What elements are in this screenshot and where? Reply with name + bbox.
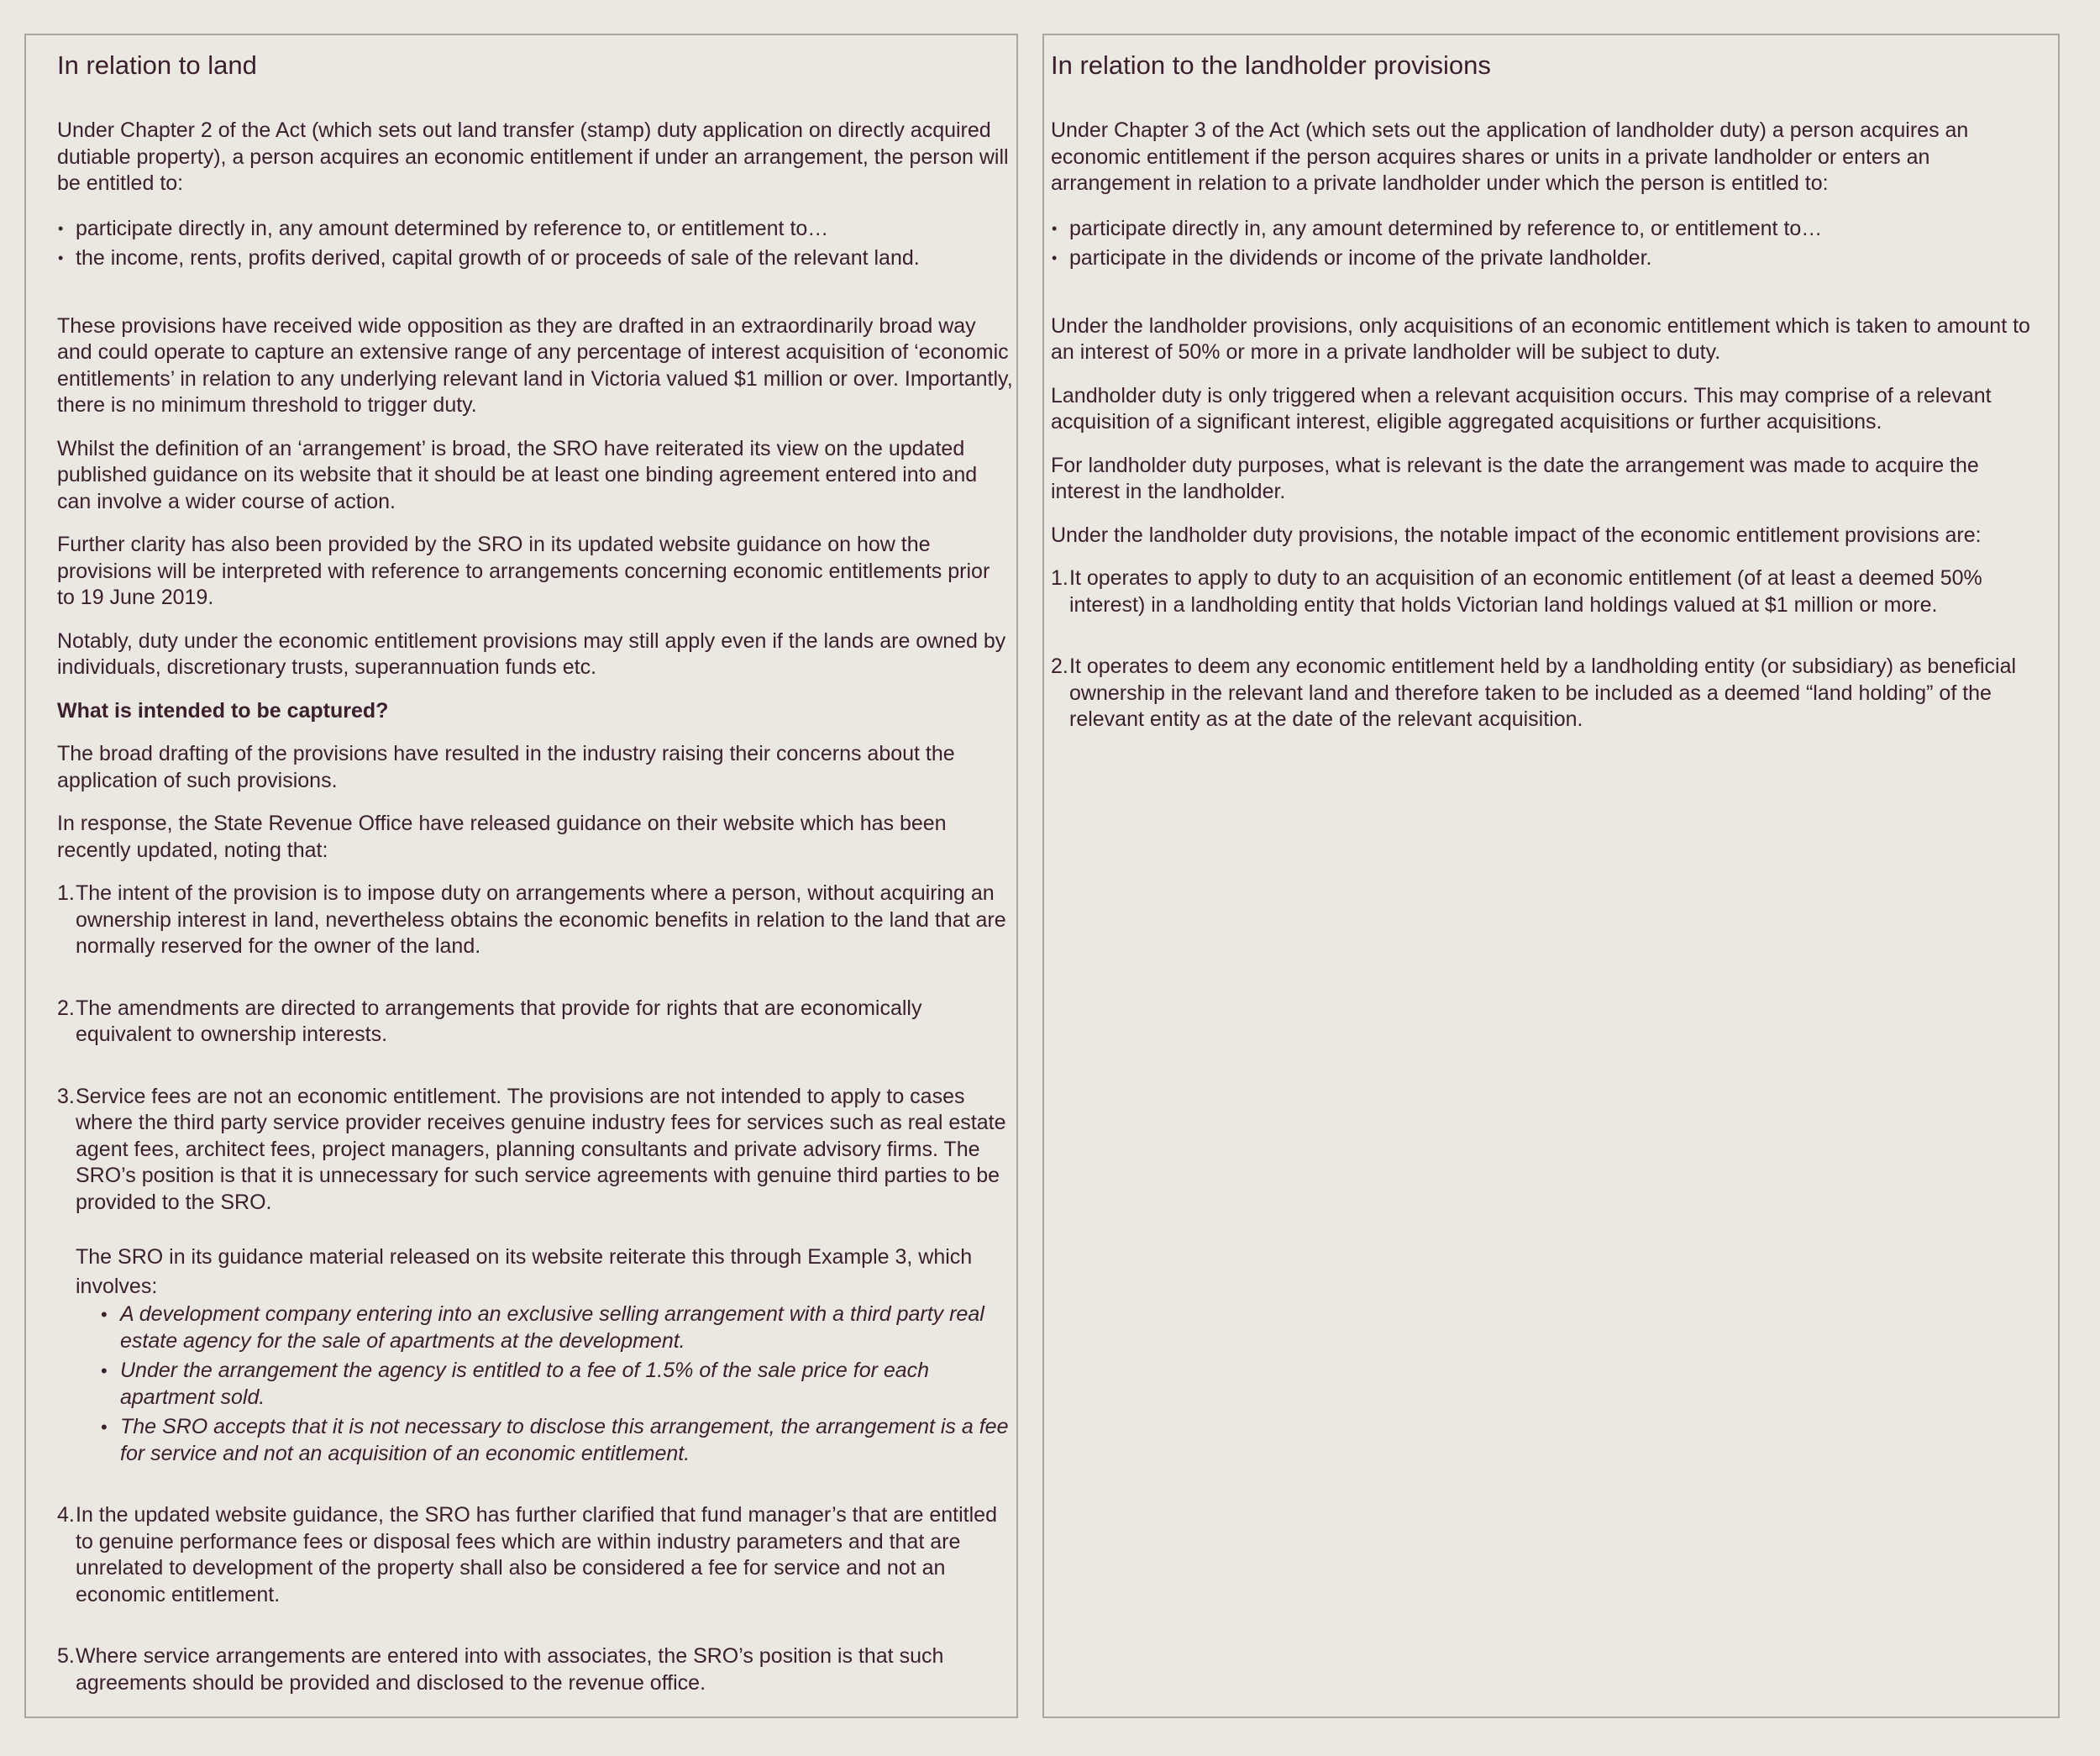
- entitlement-bullet-list: [57, 214, 1013, 273]
- bullet-item: • participate directly in, any amount determined by reference to, or entitlement to…: [57, 214, 1013, 244]
- panel-content: [57, 49, 1013, 1696]
- item-text: Where service arrangements are entered into with associates, the SRO’s position is that such agreements should be provided and disclosed to the revenue office.: [76, 1644, 944, 1695]
- paragraph: Further clarity has also been provided by the SRO in its updated website guidance on how the provisions will be interpreted with reference to arrangements concerning economic entitlements prior to 19 June 2019.: [57, 533, 990, 609]
- paragraph: Under the landholder duty provisions, the notable impact of the economic entitlement provisions are:: [1051, 523, 1982, 547]
- item-text: It operates to deem any economic entitlement held by a landholding entity (or subsidiary) as beneficial ownership in the relevant land and therefore taken to be included as a deemed “land holding” of the relevant entity as at the date of the relevant acquisition.: [1069, 655, 2017, 731]
- numbered-item: [57, 1084, 1013, 1468]
- numbered-item: [1051, 654, 2043, 733]
- paragraph: Under the landholder provisions, only acquisitions of an economic entitlement which is taken to amount to an interest of 50% or more in a private landholder will be subject to duty.: [1051, 313, 2030, 364]
- item-text: In the updated website guidance, the SRO has further clarified that fund manager’s that are entitled to genuine performance fees or disposal fees which are within industry parameters and that are unrelated to development of the property shall also be considered a fee for service and not an economic entitlement.: [76, 1503, 997, 1606]
- intro-paragraph: Under Chapter 2 of the Act (which sets out land transfer (stamp) duty application on directly acquired dutiable property), a person acquires an economic entitlement if under an arrangement, the person will be entitled to:: [57, 118, 1009, 195]
- numbered-item: [57, 1502, 1013, 1608]
- paragraph: These provisions have received wide opposition as they are drafted in an extraordinarily broad way and could operate to capture an extensive range of any percentage of interest acquisition of ‘economic entitlements’ in relation to any underlying relevant land in Victoria valued $1 million or over. Importantly, there is no minimum threshold to trigger duty.: [57, 313, 1013, 417]
- entitlement-bullet-list: [1051, 214, 2043, 273]
- guidance-numbered-list: [57, 881, 1013, 1696]
- bullet-item: • participate in the dividends or income of the private landholder.: [1051, 244, 2043, 273]
- item-number: 4.: [57, 1503, 75, 1527]
- paragraph: Whilst the definition of an ‘arrangement’ is broad, the SRO have reiterated its view on the updated published guidance on its website that it should be at least one binding agreement entered into and can involve a wider course of action.: [57, 436, 978, 513]
- numbered-item: [57, 996, 1013, 1049]
- item-number: 2.: [57, 996, 75, 1020]
- numbered-item: [57, 1643, 1013, 1696]
- example-bullet: • A development company entering into an exclusive selling arrangement with a third party real estate agency for the sale of apartments at the development.: [76, 1301, 1013, 1354]
- item-number: 1.: [1051, 566, 1068, 590]
- section-title: In relation to the landholder provisions: [1051, 50, 1491, 80]
- item-text: The amendments are directed to arrangements that provide for rights that are economically equivalent to ownership interests.: [76, 996, 922, 1046]
- item-text: The intent of the provision is to impose duty on arrangements where a person, without acquiring an ownership interest in land, nevertheless obtains the economic benefits in relation to the land that are normally reserved for the owner of the land.: [76, 881, 1006, 958]
- numbered-item: [1051, 565, 2043, 618]
- panel-in-relation-to-land: [24, 34, 1018, 1718]
- section-title: In relation to land: [57, 50, 257, 80]
- numbered-item: [57, 881, 1013, 960]
- bullet-item: • participate directly in, any amount determined by reference to, or entitlement to…: [1051, 214, 2043, 244]
- item-text: It operates to apply to duty to an acquisition of an economic entitlement (of at least a deemed 50% interest) in a landholding entity that holds Victorian land holdings valued at $1 million or more.: [1069, 566, 1982, 617]
- impact-numbered-list: [1051, 565, 2043, 733]
- example-intro: The SRO in its guidance material released on its website reiterate this through Example 3, which involves:: [76, 1245, 973, 1298]
- bullet-item: • the income, rents, profits derived, capital growth of or proceeds of sale of the relevant land.: [57, 244, 1013, 273]
- item-number: 5.: [57, 1644, 75, 1668]
- subheading: What is intended to be captured?: [57, 698, 389, 723]
- item-text: Service fees are not an economic entitlement. The provisions are not intended to apply to cases where the third party service provider receives genuine industry fees for services such as real estate agent fees, architect fees, project managers, planning consultants and private advisory firms. The SRO’s position is that it is unnecessary for such service agreements with genuine third parties to be provided to the SRO.: [76, 1084, 1006, 1214]
- example-bullet: • Under the arrangement the agency is entitled to a fee of 1.5% of the sale price for each apartment sold.: [76, 1358, 1013, 1411]
- paragraph: Notably, duty under the economic entitlement provisions may still apply even if the lands are owned by individuals, discretionary trusts, superannuation funds etc.: [57, 628, 1006, 679]
- example-bullet: • The SRO accepts that it is not necessary to disclose this arrangement, the arrangement is a fee for service and not an acquisition of an economic entitlement.: [76, 1414, 1013, 1467]
- example-bullet-list: [76, 1301, 1013, 1467]
- item-number: 1.: [57, 881, 75, 905]
- paragraph: For landholder duty purposes, what is relevant is the date the arrangement was made to acquire the interest in the landholder.: [1051, 453, 1979, 503]
- panel-content: [1051, 49, 2043, 733]
- paragraph: The broad drafting of the provisions have resulted in the industry raising their concerns about the application of such provisions.: [57, 742, 955, 792]
- paragraph: Landholder duty is only triggered when a relevant acquisition occurs. This may comprise of a relevant acquisition of a significant interest, eligible aggregated acquisitions or further acquisitions.: [1051, 383, 1992, 434]
- panel-landholder-provisions: [1042, 34, 2060, 1718]
- item-number: 3.: [57, 1084, 75, 1108]
- item-number: 2.: [1051, 655, 1068, 678]
- intro-paragraph: Under Chapter 3 of the Act (which sets out the application of landholder duty) a person acquires an economic entitlement if the person acquires shares or units in a private landholder or enters an arrangement in relation to a private landholder under which the person is entitled to:: [1051, 118, 1969, 195]
- paragraph: In response, the State Revenue Office have released guidance on their website which has been recently updated, noting that:: [57, 812, 947, 862]
